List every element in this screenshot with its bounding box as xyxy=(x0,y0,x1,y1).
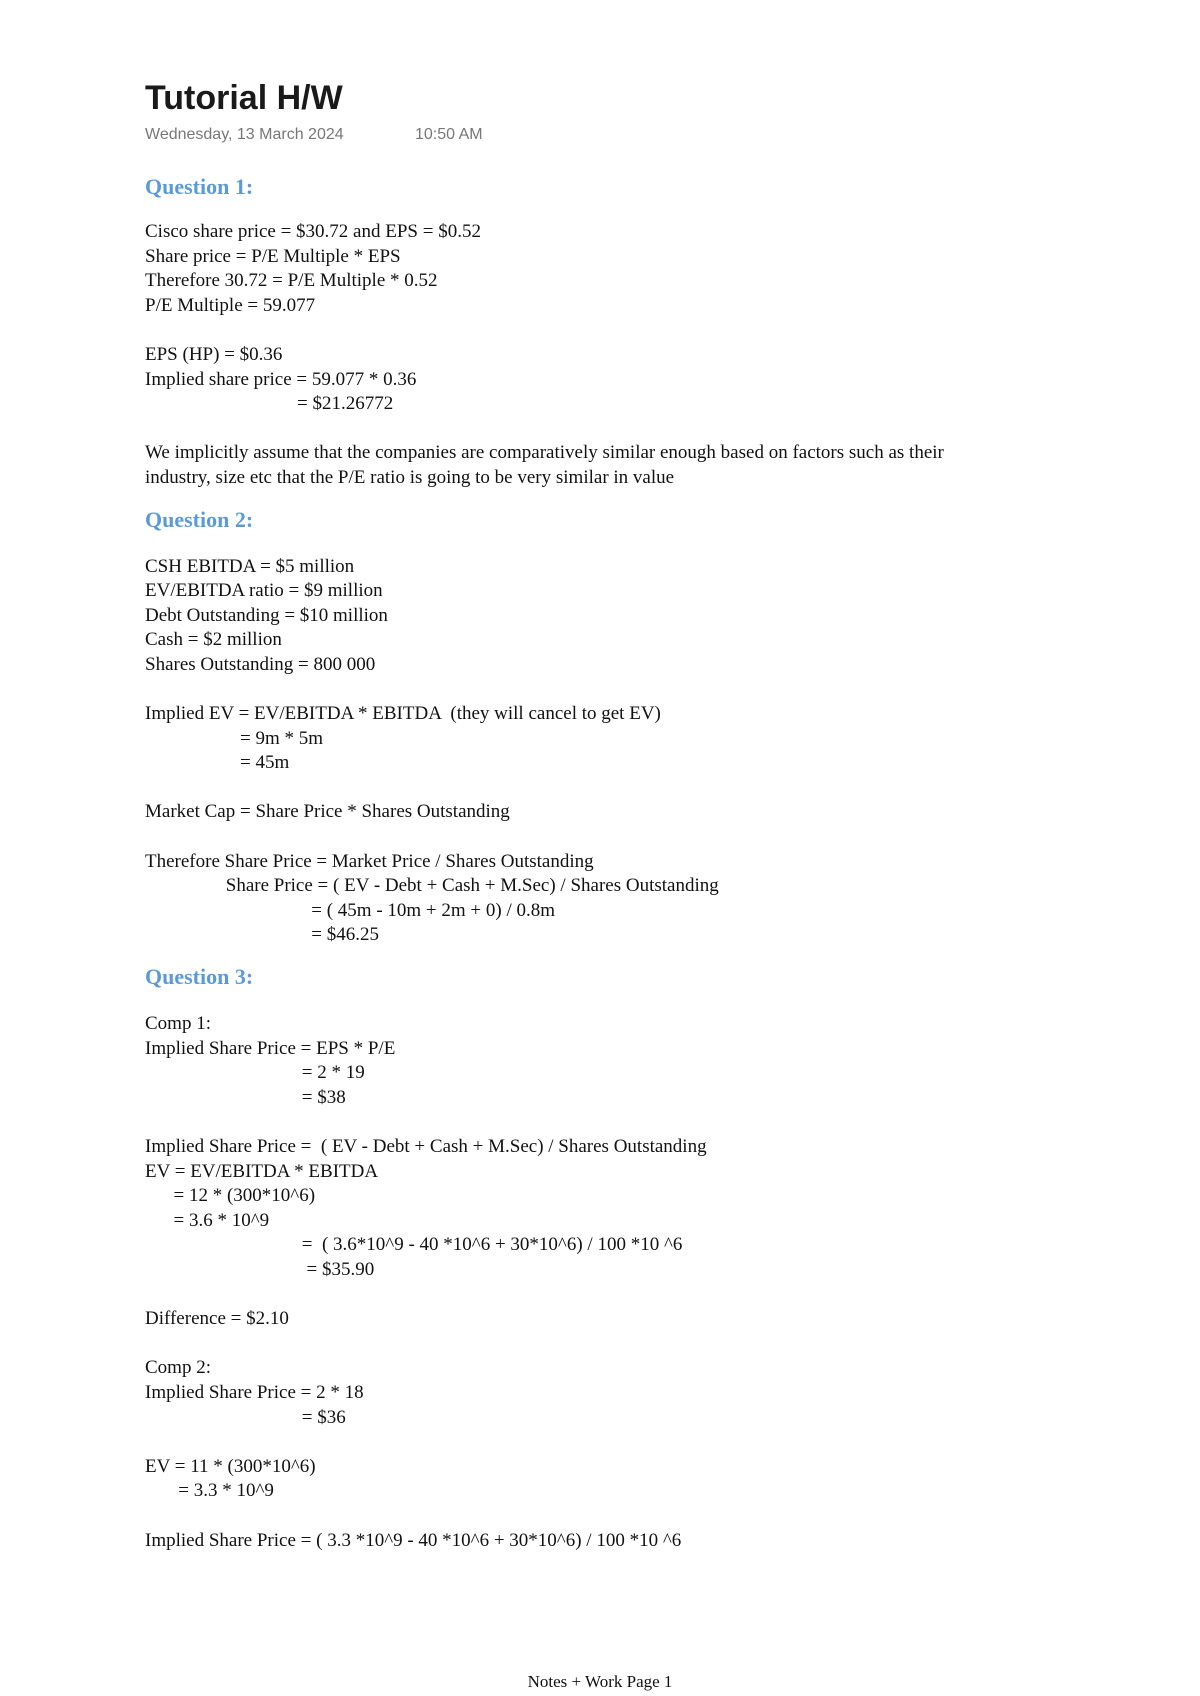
text-line: Implied share price = 59.077 * 0.36 xyxy=(145,368,417,390)
question-1-heading: Question 1: xyxy=(145,174,254,199)
text-line: Implied EV = EV/EBITDA * EBITDA (they will cancel to get EV) xyxy=(145,703,661,725)
note-time: 10:50 AM xyxy=(415,126,483,143)
text-line: = $38 xyxy=(145,1086,346,1108)
text-line: P/E Multiple = 59.077 xyxy=(145,294,316,316)
text-line: = ( 45m - 10m + 2m + 0) / 0.8m xyxy=(145,899,556,921)
text-line: Implied Share Price = EPS * P/E xyxy=(145,1037,396,1059)
text-line: = $36 xyxy=(145,1406,346,1428)
text-line: Shares Outstanding = 800 000 xyxy=(145,653,376,675)
text-line: Market Cap = Share Price * Shares Outstanding xyxy=(145,801,510,823)
text-line: = 45m xyxy=(145,752,290,774)
question-1-section xyxy=(145,220,1145,491)
text-line: We implicitly assume that the companies are comparatively similar enough based on factors such as their xyxy=(145,442,944,464)
text-line: Comp 1: xyxy=(145,1013,211,1035)
text-line: Share price = P/E Multiple * EPS xyxy=(145,245,401,267)
text-line: EV = EV/EBITDA * EBITDA xyxy=(145,1160,379,1182)
text-line: = 3.6 * 10^9 xyxy=(145,1209,270,1231)
text-line: = $35.90 xyxy=(145,1258,375,1280)
text-line: EPS (HP) = $0.36 xyxy=(145,343,283,365)
text-line: Debt Outstanding = $10 million xyxy=(145,604,388,626)
note-page xyxy=(145,74,1145,1553)
note-date: Wednesday, 13 March 2024 xyxy=(145,126,344,143)
text-line: = 9m * 5m xyxy=(145,727,324,749)
question-2-heading: Question 2: xyxy=(145,506,254,532)
text-line: Cash = $2 million xyxy=(145,629,282,651)
text-line: CSH EBITDA = $5 million xyxy=(145,555,355,577)
text-line: = ( 3.6*10^9 - 40 *10^6 + 30*10^6) / 100 *10 ^6 xyxy=(145,1234,683,1256)
text-line: industry, size etc that the P/E ratio is going to be very similar in value xyxy=(145,466,675,488)
timestamp xyxy=(145,126,1145,150)
text-line: Implied Share Price = 2 * 18 xyxy=(145,1381,364,1403)
text-line: Share Price = ( EV - Debt + Cash + M.Sec) / Shares Outstanding xyxy=(145,875,719,897)
text-line: EV/EBITDA ratio = $9 million xyxy=(145,580,383,602)
text-line: = 12 * (300*10^6) xyxy=(145,1185,316,1207)
text-line: EV = 11 * (300*10^6) xyxy=(145,1455,316,1477)
text-line: Implied Share Price = ( EV - Debt + Cash + M.Sec) / Shares Outstanding xyxy=(145,1136,707,1157)
text-line: Comp 2: xyxy=(145,1357,211,1379)
text-line: Cisco share price = $30.72 and EPS = $0.52 xyxy=(145,221,481,242)
page-footer: Notes + Work Page 1 xyxy=(527,1672,673,1691)
question-3-section xyxy=(145,1012,1145,1553)
question-2-section xyxy=(145,555,1145,949)
text-line: Difference = $2.10 xyxy=(145,1308,289,1330)
page-title: Tutorial H/W xyxy=(145,79,343,117)
text-line: Implied Share Price = ( 3.3 *10^9 - 40 *10^6 + 30*10^6) / 100 *10 ^6 xyxy=(145,1529,682,1551)
text-line: = $46.25 xyxy=(145,924,379,946)
text-line: Therefore 30.72 = P/E Multiple * 0.52 xyxy=(145,270,438,292)
text-line: = 3.3 * 10^9 xyxy=(145,1480,274,1502)
text-line: = 2 * 19 xyxy=(145,1062,365,1084)
text-line: Therefore Share Price = Market Price / Shares Outstanding xyxy=(145,850,594,872)
text-line: = $21.26772 xyxy=(145,393,394,415)
question-3-heading: Question 3: xyxy=(145,964,254,990)
